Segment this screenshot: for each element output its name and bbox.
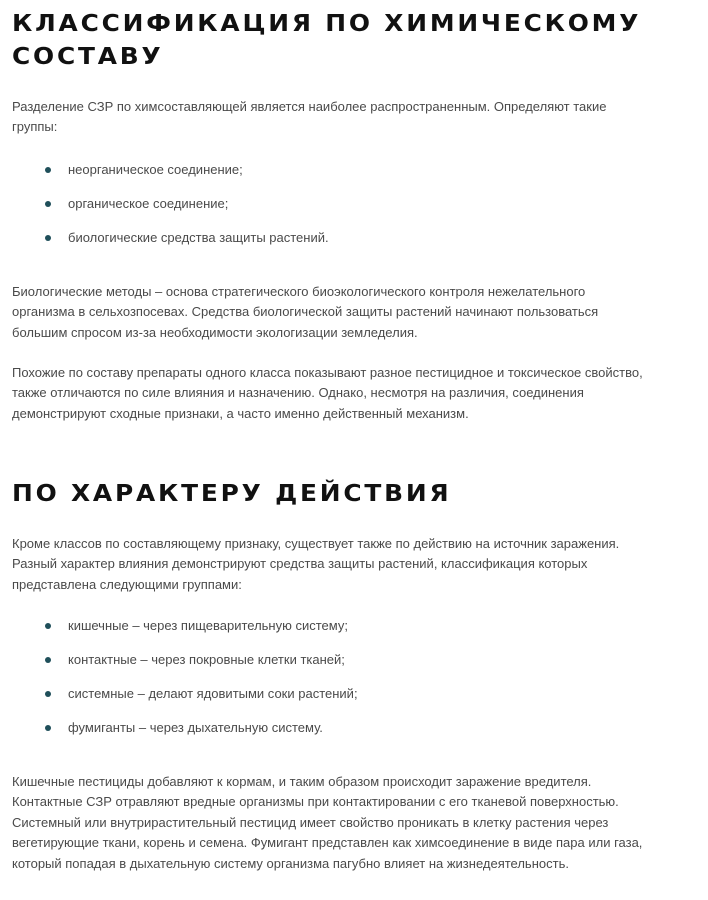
chemical-groups-list bbox=[0, 160, 329, 262]
text-line: Системный или внутрирастительный пестицид имеет свойство проникать в клетку растения через bbox=[12, 814, 609, 830]
text-line: который попадая в дыхательную систему организма пагубно влияет на жизнедеятельность. bbox=[12, 855, 569, 871]
text-line: Похожие по составу препараты одного класса показывают разное пестицидное и токсическое свойство, bbox=[12, 365, 643, 380]
text-line: Кроме классов по составляющему признаку, существует также по действию на источник заражения. bbox=[12, 536, 620, 551]
text-line: вегетирующие ткани, корень и семена. Фумигант представлен как химсоединение в виде пара или газа, bbox=[12, 835, 643, 851]
bullet-icon bbox=[45, 725, 51, 731]
bullet-icon bbox=[45, 167, 51, 173]
text-line: группы: bbox=[12, 119, 58, 135]
list-item-text: кишечные – через пищеварительную систему; bbox=[68, 618, 348, 633]
list-item-text: системные – делают ядовитыми соки растений; bbox=[68, 686, 358, 701]
bullet-icon bbox=[45, 235, 51, 241]
list-item-text: органическое соединение; bbox=[68, 196, 229, 211]
list-item bbox=[0, 616, 358, 650]
action-details-paragraph bbox=[12, 772, 642, 874]
section-heading-chemical bbox=[12, 8, 641, 74]
list-item-text: контактные – через покровные клетки тканей; bbox=[68, 652, 345, 667]
text-line: организма в сельхозпосевах. Средства биологической защиты растений начинают пользоваться bbox=[12, 304, 599, 320]
text-line: также отличаются по силе влияния и назначению. Однако, несмотря на различия, соединения bbox=[12, 385, 584, 401]
bullet-icon bbox=[45, 691, 51, 697]
list-item bbox=[0, 228, 329, 262]
text-line: Контактные СЗР отравляют вредные организмы при контактировании с его тканевой поверхностью. bbox=[12, 794, 619, 810]
text-line: представлена следующими группами: bbox=[12, 576, 242, 592]
list-item bbox=[0, 718, 358, 752]
text-line: Кишечные пестициды добавляют к кормам, и таким образом происходит заражение вредителя. bbox=[12, 774, 592, 789]
bullet-icon bbox=[45, 623, 51, 629]
heading-line: КЛАССИФИКАЦИЯ ПО ХИМИЧЕСКОМУ bbox=[12, 11, 642, 37]
list-item-text: биологические средства защиты растений. bbox=[68, 230, 329, 245]
bullet-icon bbox=[45, 201, 51, 207]
list-item bbox=[0, 684, 358, 718]
similar-compounds-paragraph bbox=[12, 363, 643, 424]
list-item bbox=[0, 194, 329, 228]
action-groups-list bbox=[0, 616, 358, 752]
list-item-text: фумиганты – через дыхательную систему. bbox=[68, 720, 323, 735]
bullet-icon bbox=[45, 657, 51, 663]
heading-line: СОСТАВУ bbox=[12, 44, 164, 70]
action-intro-paragraph bbox=[12, 534, 619, 595]
biological-methods-paragraph bbox=[12, 282, 598, 343]
list-item bbox=[0, 650, 358, 684]
text-line: демонстрируют сходные признаки, а часто именно действенный механизм. bbox=[12, 405, 469, 421]
text-line: Разделение СЗР по химсоставляющей является наиболее распространенным. Определяют такие bbox=[12, 99, 607, 114]
text-line: Биологические методы – основа стратегического биоэкологического контроля нежелательного bbox=[12, 284, 586, 299]
section-heading-action: ПО ХАРАКТЕРУ ДЕЙСТВИЯ bbox=[12, 481, 452, 507]
intro-paragraph bbox=[12, 97, 606, 138]
text-line: Разный характер влияния демонстрируют средства защиты растений, классификация которых bbox=[12, 556, 588, 572]
list-item bbox=[0, 160, 329, 194]
text-line: большим спросом из-за необходимости экологизации земледелия. bbox=[12, 324, 418, 340]
list-item-text: неорганическое соединение; bbox=[68, 162, 243, 177]
